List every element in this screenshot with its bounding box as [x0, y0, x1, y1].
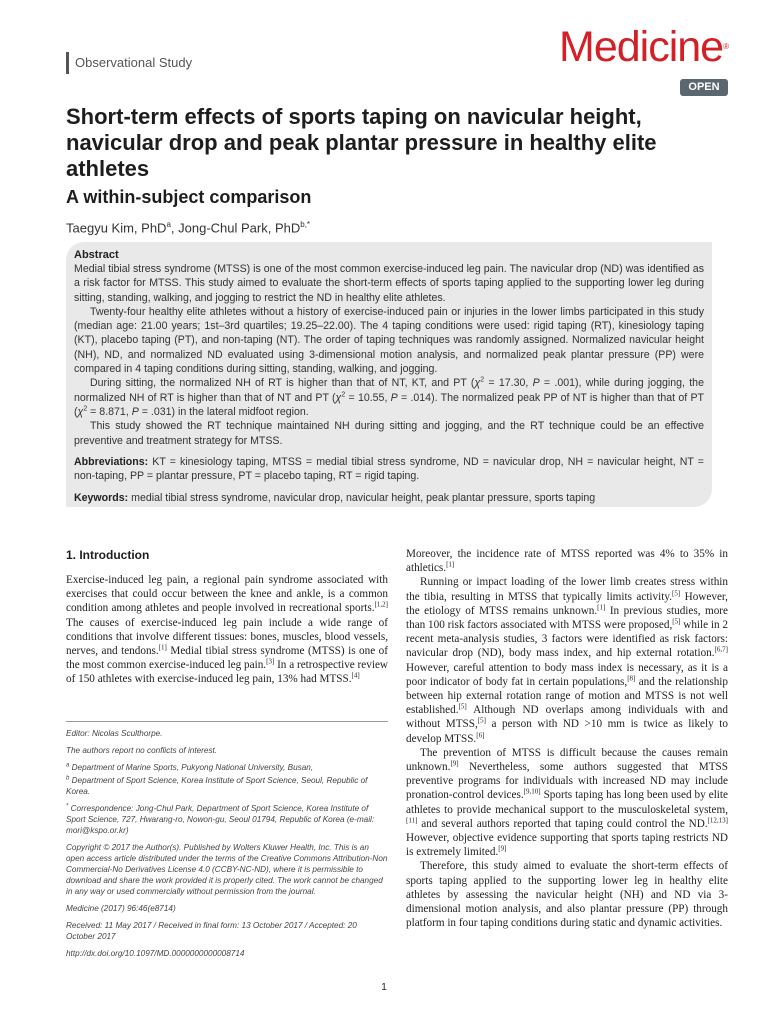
citation-link[interactable]: [5]: [672, 588, 681, 597]
keywords: [74, 491, 704, 505]
footnotes: [66, 721, 388, 965]
citation-link[interactable]: [9]: [450, 759, 459, 768]
right-column: [406, 547, 728, 930]
section-tag: [66, 52, 192, 74]
body-paragraph: Therefore, this study aimed to evaluate the short-term effects of sports taping applied to the supporting lower leg in healthy elite athletes by assessing the navicular height (NH) and ND via 3-dimensional motion analysis, and also plantar pressure (PP) through platform in four taping conditions during static and dynamic activities.: [406, 860, 728, 930]
citation-link[interactable]: [6,7]: [714, 645, 728, 654]
citation-link[interactable]: [4]: [351, 671, 360, 680]
abbreviations: [74, 455, 704, 484]
author-name: Jong-Chul Park, PhD: [178, 220, 301, 236]
author-affiliation: a: [166, 220, 171, 229]
citation-link[interactable]: [1]: [158, 643, 167, 652]
citation-link[interactable]: [8]: [627, 674, 636, 683]
footnote-editor: Editor: Nicolas Sculthorpe.: [66, 729, 163, 738]
footnote-affiliation-a: $^a$ Department of Marine Sports, Pukyong National University, Busan,: [66, 762, 314, 772]
left-column: [66, 547, 388, 687]
author-separator: ,: [170, 220, 179, 236]
doi-link[interactable]: http://dx.doi.org/10.1097/MD.0000000000008714: [66, 949, 245, 958]
abstract-paragraph: This study showed the RT technique maintained NH during sitting and jogging, and the RT technique could be an effective preventive and treatment strategy for MTSS.: [74, 420, 704, 447]
footnote-conflict: The authors report no conflicts of interest.: [66, 746, 218, 755]
citation-link[interactable]: [3]: [266, 657, 275, 666]
abstract-box: [66, 242, 712, 507]
abstract-paragraph: During sitting, the normalized NH of RT is higher than that of NT, KT, and PT ($\chi^2 = 17.30$, P = .001), while during jogging, the normalized NH of RT is higher than that of NT and PT ($\chi^2 = 10.55$, P = .014). The normalized peak PP of NT is higher than that of PT ($\chi^2 = 8.871$, P = .031) in the lateral midfoot region.: [74, 376, 704, 418]
journal-name: Medicine: [559, 23, 724, 71]
keywords-label: Keywords:: [74, 492, 129, 505]
abstract-paragraph: Twenty-four healthy elite athletes without a history of exercise-induced pain or injuries in the lower limbs participated in this study (median age: 21.00 years; 1st–3rd quartiles; 19.25–22.00). The 4 taping conditions were used: rigid taping (RT), kinesiology taping (KT), placebo taping (PT), and non-taping (NT). The order of taping techniques was randomly assigned. Normalized navicular height (NH), ND, and normalized ND evaluated using 3-dimensional motion analysis, and normalized peak plantar pressure (PP) were compared in 4 taping conditions during sitting, standing, walking, and jogging.: [74, 305, 704, 376]
citation-link[interactable]: [5]: [477, 716, 486, 725]
author-name: Taegyu Kim, PhD: [66, 220, 167, 236]
keywords-text: medial tibial stress syndrome, navicular drop, navicular height, peak plantar pressure, sports taping: [128, 492, 596, 505]
footnote-affiliation-b: $^b$ Department of Sport Science, Korea Institute of Sport Science, Seoul, Republic of Korea.: [66, 775, 368, 796]
author-affiliation: b,*: [300, 220, 311, 229]
citation-link[interactable]: [9]: [498, 844, 507, 853]
page-number: 1: [381, 982, 387, 993]
section-heading-introduction: 1. Introduction: [66, 548, 150, 562]
footnote-citation: Medicine (2017) 96:46(e8714): [66, 904, 176, 913]
journal-logo: [559, 22, 728, 72]
citation-link[interactable]: [5]: [672, 617, 681, 626]
abbreviations-text: KT = kinesiology taping, MTSS = medial tibial stress syndrome, ND = navicular drop, NH = navicular height, NT = non-taping, PP = plantar pressure, PT = placebo taping, RT = rigid taping.: [74, 455, 704, 483]
citation-link[interactable]: [5]: [458, 702, 467, 711]
open-access-badge: OPEN: [680, 79, 728, 96]
abstract-heading: Abstract: [74, 249, 119, 261]
article-title: Short-term effects of sports taping on navicular height, navicular drop and peak plantar pressure in healthy elite athletes: [66, 104, 657, 181]
footnote-dates: Received: 11 May 2017 / Received in final form: 13 October 2017 / Accepted: 20 October 2017: [66, 921, 357, 941]
section-label: Observational Study: [75, 55, 193, 70]
body-paragraph: The prevention of MTSS is difficult because the causes remain unknown.[9] Nevertheless, some authors suggested that MTSS preventive programs for individuals with increased ND may include pronation-control devices.[9,10] Sports taping has long been used by elite athletes to provide mechanical support to the musculoskeletal system,[11] and several authors reported that taping could control the ND.[12,13] However, objective evidence supporting that sports taping restricts ND is extremely limited.[9]: [406, 746, 728, 859]
citation-link[interactable]: [6]: [476, 730, 485, 739]
body-paragraph: Moreover, the incidence rate of MTSS reported was 4% to 35% in athletics.[1]: [406, 548, 728, 575]
body-paragraph: Running or impact loading of the lower limb creates stress within the tibia, resulting in MTSS that typically limits activity.[5] However, the etiology of MTSS remains unknown.[1] In previous studies, more than 100 risk factors associated with MTSS were proposed,[5] while in 2 recent meta-analysis studies, 3 factors were identified as risk factors: navicular drop (ND), body mass index, and hip external rotation.[6,7] However, careful attention to body mass index is necessary, as it is a poor indicator of body fat in certain populations,[8] and the relationship between hip external rotation range of motion and MTSS is not well established.[5] Although ND overlaps among individuals with and without MTSS,[5] a person with ND >10 mm is twice as likely to develop MTSS.[6]: [406, 576, 728, 745]
article-subtitle: A within-subject comparison: [66, 187, 312, 207]
citation-link[interactable]: [11]: [406, 816, 418, 825]
citation-link[interactable]: [1]: [446, 560, 455, 569]
footnote-copyright: Copyright © 2017 the Author(s). Published by Wolters Kluwer Health, Inc. This is an open access article distributed under the terms of the Creative Commons Attribution-Non Commercial-No Derivatives License 4.0 (CCBY-NC-ND), where it is permissible to download and share the work provided it is properly cited. The work cannot be changed in any way or used commercially without permission from the journal.: [66, 843, 388, 896]
registered-mark: ®: [723, 42, 728, 51]
abstract-paragraph: Medial tibial stress syndrome (MTSS) is one of the most common exercise-induced leg pain. The navicular drop (ND) was identified as a risk factor for MTSS. This study aimed to evaluate the short-term effects of sports taping applied to the supporting lower leg during sitting, standing, walking, and jogging to restrict the ND in healthy elite athletes.: [74, 263, 704, 304]
citation-link[interactable]: [9,10]: [523, 787, 541, 796]
citation-link[interactable]: [1]: [597, 603, 606, 612]
citation-link[interactable]: [1,2]: [374, 600, 388, 609]
citation-link[interactable]: [12,13]: [707, 816, 728, 825]
footnote-correspondence: * Correspondence: Jong-Chul Park, Department of Sport Science, Korea Institute of Sport Science, 727, Hwarang-ro, Nowon-gu, Seoul 01794, Republic of Korea (e-mail: mori@kspo.or.kr): [66, 803, 375, 835]
abbreviations-label: Abbreviations:: [74, 455, 149, 468]
body-paragraph: Exercise-induced leg pain, a regional pain syndrome associated with exercises that could occur between the knee and ankle, is a common condition among athletes and people involved in recreational sports.[1,2] The causes of exercise-induced leg pain include a wide range of conditions that involve different tissues: bones, muscles, blood vessels, nerves, and tendons.[1] Medial tibial stress syndrome (MTSS) is one of the most common exercise-induced leg pain.[3] In a retrospective review of 150 athletes with exercise-induced leg pain, 13% had MTSS.[4]: [66, 574, 389, 686]
author-list: [66, 217, 310, 236]
